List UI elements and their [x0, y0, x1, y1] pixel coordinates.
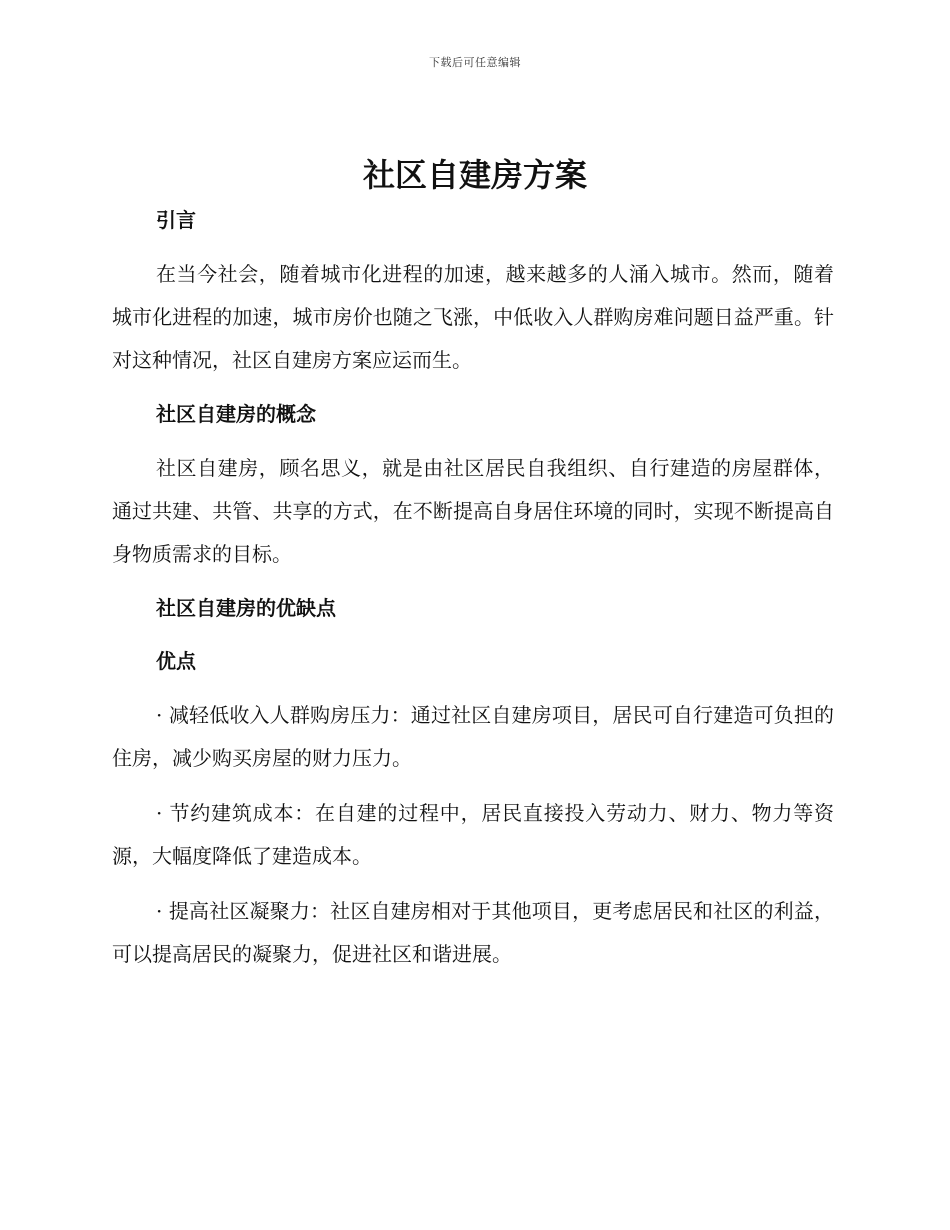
pros-list-item: · 提高社区凝聚力：社区自建房相对于其他项目，更考虑居民和社区的利益，可以提高居民的凝聚力，促进社区和谐进展。	[112, 899, 834, 966]
section-heading-pros: 优点	[156, 649, 196, 673]
section-heading-pros-cons: 社区自建房的优缺点	[156, 596, 336, 620]
section-heading-intro: 引言	[156, 208, 196, 232]
header-note: 下载后可任意编辑	[429, 56, 521, 69]
pros-list-item: · 节约建筑成本：在自建的过程中，居民直接投入劳动力、财力、物力等资源，大幅度降低了建造成本。	[112, 801, 834, 868]
section-heading-concept: 社区自建房的概念	[156, 402, 316, 426]
concept-paragraph: 社区自建房，顾名思义，就是由社区居民自我组织、自行建造的房屋群体，通过共建、共管、共享的方式，在不断提高自身居住环境的同时，实现不断提高自身物质需求的目标。	[112, 456, 834, 566]
pros-list-item: · 减轻低收入人群购房压力：通过社区自建房项目，居民可自行建造可负担的住房，减少购买房屋的财力压力。	[112, 703, 834, 770]
intro-paragraph: 在当今社会，随着城市化进程的加速，越来越多的人涌入城市。然而，随着城市化进程的加速，城市房价也随之飞涨，中低收入人群购房难问题日益严重。针对这种情况，社区自建房方案应运而生。	[112, 262, 834, 372]
document-body	[112, 200, 834, 976]
document-title: 社区自建房方案	[362, 156, 587, 194]
